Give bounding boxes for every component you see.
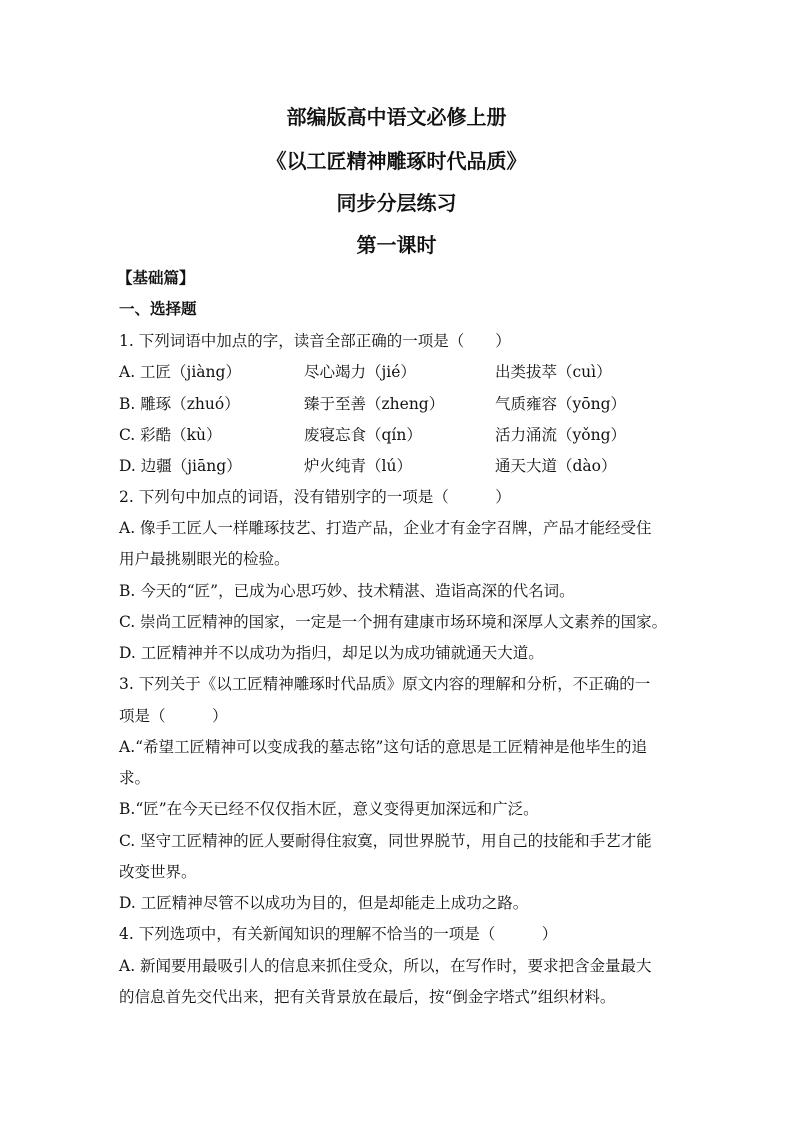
q1-option-b-word3: 气质雍容（yōng） [495,395,626,413]
q1-option-a: A. 工匠（jiàng） [119,363,241,381]
q1-option-d: D. 边疆（jiāng） [119,457,242,475]
q3-option-c-continued: 改变世界。 [119,863,197,881]
section-label: 【基础篇】 [117,268,195,287]
q4-option-a-continued: 的信息首先交代出来，把有关背景放在最后，按“倒金字塔式”组织材料。 [119,988,616,1006]
q1-option-c: C. 彩酷（kù） [119,426,222,444]
exercise-title: 同步分层练习 [336,191,457,215]
q1-option-a-word2: 尽心竭力（jié） [304,363,416,381]
q3-option-c: C. 坚守工匠精神的匠人要耐得住寂寞，同世界脱节，用自己的技能和手艺才能 [119,832,652,850]
q3-option-d: D. 工匠精神尽管不以成功为目的，但是却能走上成功之路。 [119,894,529,912]
q2-option-a-continued: 用户最挑剔眼光的检验。 [119,550,290,568]
question-2-stem: 2. 下列句中加点的词语，没有错别字的一项是（ ） [119,488,511,506]
lesson-title: 《以工匠精神雕琢时代品质》 [266,149,527,173]
lesson-period: 第一课时 [356,233,437,257]
q1-option-c-word3: 活力涌流（yǒng） [495,426,626,444]
q1-option-d-word2: 炉火纯青（lú） [304,457,412,475]
q2-option-b: B. 今天的“匠”，已成为心思巧妙、技术精湛、造诣高深的代名词。 [119,582,575,600]
part-heading: 一、选择题 [119,299,197,318]
q3-option-a: A.“希望工匠精神可以变成我的墓志铭”这句话的意思是工匠精神是他毕生的追 [119,738,647,756]
question-4-stem: 4. 下列选项中，有关新闻知识的理解不恰当的一项是（ ） [119,925,558,943]
document-title: 部编版高中语文必修上册 [286,105,507,129]
q3-option-b: B.“匠”在今天已经不仅仅指木匠，意义变得更加深远和广泛。 [119,800,539,818]
q1-option-a-word3: 出类拔萃（cuì） [495,363,612,381]
question-3-stem: 3. 下列关于《以工匠精神雕琢时代品质》原文内容的理解和分析，不正确的一 [119,675,651,693]
q2-option-a: A. 像手工匠人一样雕琢技艺、打造产品，企业才有金字召牌，产品才能经受住 [119,519,652,537]
q1-option-b-word2: 臻于至善（zheng） [304,395,445,413]
q1-option-b: B. 雕琢（zhuó） [119,395,240,413]
question-3-stem-continued: 项是（ ） [119,707,228,725]
q4-option-a: A. 新闻要用最吸引人的信息来抓住受众，所以，在写作时，要求把含金量最大 [119,957,652,975]
q1-option-c-word2: 废寝忘食（qín） [304,426,422,444]
q1-option-d-word3: 通天大道（dào） [495,457,617,475]
q2-option-d: D. 工匠精神并不以成功为指归，却足以为成功铺就通天大道。 [119,644,544,662]
q2-option-c: C. 崇尚工匠精神的国家，一定是一个拥有建康市场环境和深厚人文素养的国家。 [119,613,668,631]
question-1-stem: 1. 下列词语中加点的字，读音全部正确的一项是（ ） [119,332,511,350]
q3-option-a-continued: 求。 [119,769,151,787]
